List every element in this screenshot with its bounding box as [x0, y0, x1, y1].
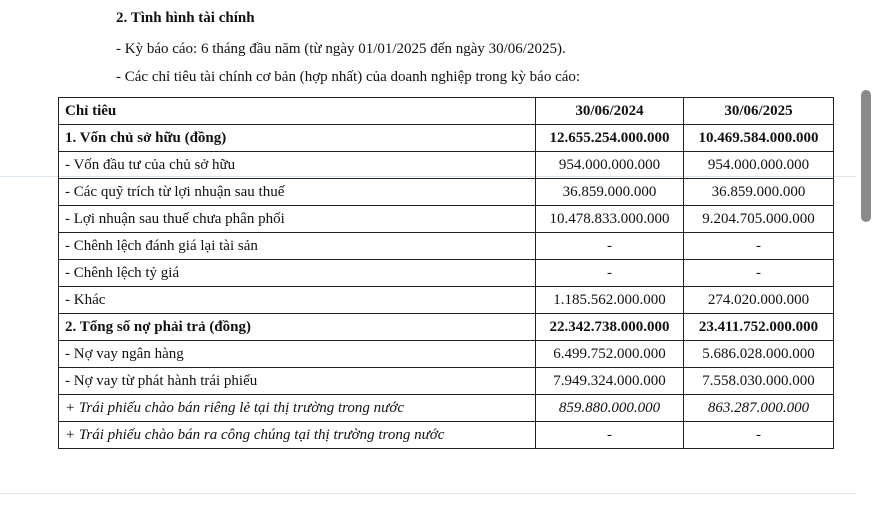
row-label: - Chênh lệch đánh giá lại tài sản: [59, 233, 536, 260]
value-2024: 22.342.738.000.000: [536, 314, 684, 341]
header-2025: 30/06/2025: [684, 98, 834, 125]
value-2024: -: [536, 260, 684, 287]
row-label: - Nợ vay từ phát hành trái phiếu: [59, 368, 536, 395]
table-row: [59, 260, 834, 287]
value-2024: 10.478.833.000.000: [536, 206, 684, 233]
value-2025: -: [684, 233, 834, 260]
header-indicator: Chỉ tiêu: [59, 98, 536, 125]
value-2024: 12.655.254.000.000: [536, 125, 684, 152]
table-row: [59, 125, 834, 152]
value-2025: 36.859.000.000: [684, 179, 834, 206]
vertical-scrollbar-thumb[interactable]: [861, 90, 871, 222]
page-divider-bottom: [0, 493, 856, 494]
table-header-row: [59, 98, 834, 125]
row-label: - Vốn đầu tư của chủ sở hữu: [59, 152, 536, 179]
value-2025: 10.469.584.000.000: [684, 125, 834, 152]
table-row: [59, 233, 834, 260]
table-row: [59, 179, 834, 206]
header-2024: 30/06/2024: [536, 98, 684, 125]
value-2024: 1.185.562.000.000: [536, 287, 684, 314]
value-2025: 954.000.000.000: [684, 152, 834, 179]
value-2025: -: [684, 260, 834, 287]
row-label: + Trái phiếu chào bán ra công chúng tại thị trường trong nước: [59, 422, 536, 449]
value-2024: -: [536, 422, 684, 449]
financial-indicators-table: [58, 97, 834, 449]
row-label: - Chênh lệch tỷ giá: [59, 260, 536, 287]
value-2024: 859.880.000.000: [536, 395, 684, 422]
table-row: [59, 341, 834, 368]
value-2025: 9.204.705.000.000: [684, 206, 834, 233]
table-row: [59, 206, 834, 233]
table-row: [59, 368, 834, 395]
table-row: [59, 152, 834, 179]
table-row: [59, 422, 834, 449]
value-2025: 863.287.000.000: [684, 395, 834, 422]
report-period-text: - Kỳ báo cáo: 6 tháng đầu năm (từ ngày 01/01/2025 đến ngày 30/06/2025).: [116, 41, 566, 57]
indicators-intro-text: - Các chỉ tiêu tài chính cơ bản (hợp nhất) của doanh nghiệp trong kỳ báo cáo:: [116, 69, 581, 85]
row-label: 2. Tổng số nợ phải trả (đồng): [59, 314, 536, 341]
value-2025: 5.686.028.000.000: [684, 341, 834, 368]
value-2025: 7.558.030.000.000: [684, 368, 834, 395]
table-row: [59, 395, 834, 422]
value-2025: 274.020.000.000: [684, 287, 834, 314]
value-2025: -: [684, 422, 834, 449]
value-2024: 7.949.324.000.000: [536, 368, 684, 395]
value-2024: 954.000.000.000: [536, 152, 684, 179]
row-label: + Trái phiếu chào bán riêng lẻ tại thị trường trong nước: [59, 395, 536, 422]
table-row: [59, 287, 834, 314]
value-2024: -: [536, 233, 684, 260]
table-row: [59, 314, 834, 341]
value-2025: 23.411.752.000.000: [684, 314, 834, 341]
value-2024: 36.859.000.000: [536, 179, 684, 206]
row-label: - Các quỹ trích từ lợi nhuận sau thuế: [59, 179, 536, 206]
row-label: - Nợ vay ngân hàng: [59, 341, 536, 368]
row-label: - Khác: [59, 287, 536, 314]
row-label: 1. Vốn chủ sở hữu (đồng): [59, 125, 536, 152]
value-2024: 6.499.752.000.000: [536, 341, 684, 368]
row-label: - Lợi nhuận sau thuế chưa phân phối: [59, 206, 536, 233]
section-heading: 2. Tình hình tài chính: [116, 10, 255, 26]
